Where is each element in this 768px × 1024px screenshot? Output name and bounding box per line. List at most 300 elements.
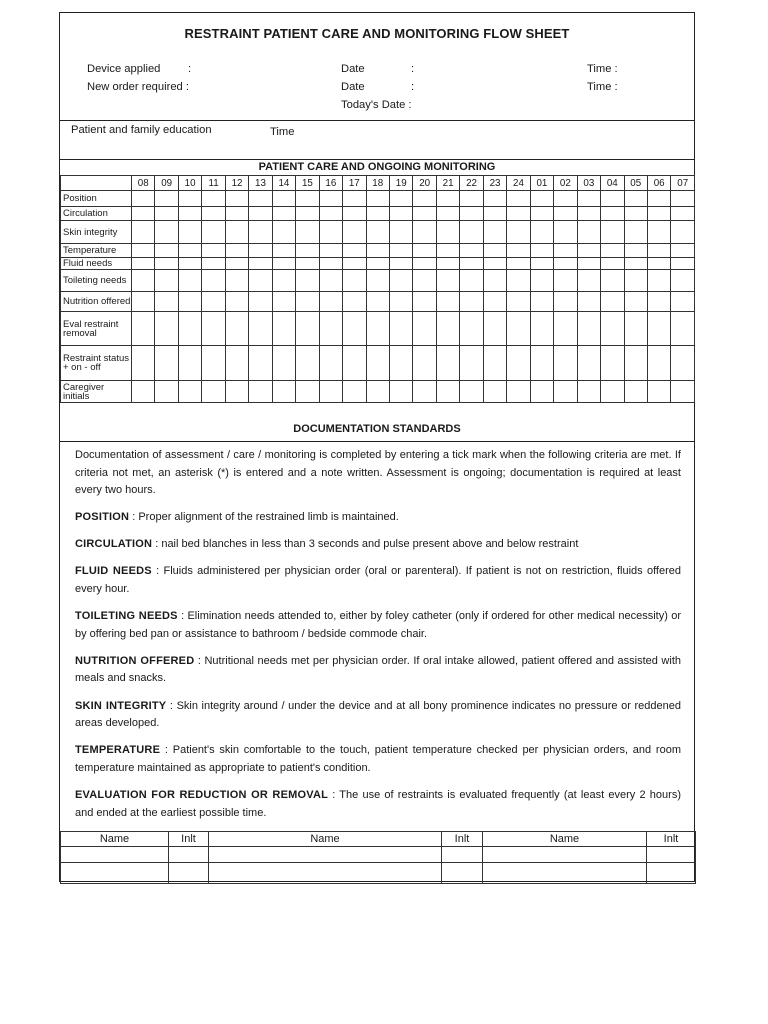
check-cell[interactable] bbox=[436, 191, 459, 207]
divider bbox=[60, 120, 694, 121]
check-cell[interactable] bbox=[225, 292, 248, 312]
check-cell[interactable] bbox=[272, 244, 295, 258]
check-cell[interactable] bbox=[296, 381, 319, 403]
check-cell[interactable] bbox=[460, 244, 483, 258]
check-cell[interactable] bbox=[483, 346, 506, 381]
row-label: Restraint status + on - off bbox=[61, 346, 132, 381]
check-cell[interactable] bbox=[601, 346, 624, 381]
check-cell[interactable] bbox=[530, 258, 553, 270]
sig-init-field[interactable] bbox=[169, 863, 209, 884]
hour-header: 03 bbox=[577, 176, 600, 191]
check-cell[interactable] bbox=[671, 244, 695, 258]
check-cell[interactable] bbox=[225, 258, 248, 270]
check-cell[interactable] bbox=[272, 292, 295, 312]
hour-header: 23 bbox=[483, 176, 506, 191]
check-cell[interactable] bbox=[601, 292, 624, 312]
check-cell[interactable] bbox=[366, 292, 389, 312]
check-cell[interactable] bbox=[530, 244, 553, 258]
check-cell[interactable] bbox=[155, 292, 178, 312]
check-cell[interactable] bbox=[671, 207, 695, 221]
sig-init-field[interactable] bbox=[169, 847, 209, 863]
check-cell[interactable] bbox=[389, 381, 412, 403]
check-cell[interactable] bbox=[530, 221, 553, 244]
check-cell[interactable] bbox=[178, 270, 201, 292]
check-cell[interactable] bbox=[225, 270, 248, 292]
sig-name-header: Name bbox=[61, 832, 169, 847]
check-cell[interactable] bbox=[671, 381, 695, 403]
check-cell[interactable] bbox=[132, 207, 155, 221]
check-cell[interactable] bbox=[389, 191, 412, 207]
check-cell[interactable] bbox=[366, 207, 389, 221]
check-cell[interactable] bbox=[483, 292, 506, 312]
check-cell[interactable] bbox=[202, 381, 225, 403]
check-cell[interactable] bbox=[296, 221, 319, 244]
check-cell[interactable] bbox=[647, 258, 670, 270]
hour-header: 08 bbox=[132, 176, 155, 191]
check-cell[interactable] bbox=[202, 221, 225, 244]
check-cell[interactable] bbox=[225, 221, 248, 244]
check-cell[interactable] bbox=[272, 312, 295, 346]
hour-header: 11 bbox=[202, 176, 225, 191]
check-cell[interactable] bbox=[249, 258, 272, 270]
check-cell[interactable] bbox=[460, 270, 483, 292]
standard-item bbox=[75, 742, 681, 777]
standard-term: CIRCULATION bbox=[75, 538, 153, 551]
check-cell[interactable] bbox=[155, 312, 178, 346]
check-cell[interactable] bbox=[249, 244, 272, 258]
check-cell[interactable] bbox=[460, 207, 483, 221]
check-cell[interactable] bbox=[483, 207, 506, 221]
check-cell[interactable] bbox=[296, 258, 319, 270]
sig-name-field[interactable] bbox=[209, 847, 442, 863]
device-applied-colon: : bbox=[188, 63, 192, 75]
check-cell[interactable] bbox=[507, 191, 530, 207]
check-cell[interactable] bbox=[507, 221, 530, 244]
check-cell[interactable] bbox=[202, 346, 225, 381]
check-cell[interactable] bbox=[601, 191, 624, 207]
check-cell[interactable] bbox=[671, 312, 695, 346]
check-cell[interactable] bbox=[249, 221, 272, 244]
check-cell[interactable] bbox=[624, 270, 647, 292]
signature-table bbox=[60, 831, 696, 884]
check-cell[interactable] bbox=[366, 244, 389, 258]
check-cell[interactable] bbox=[460, 381, 483, 403]
check-cell[interactable] bbox=[272, 191, 295, 207]
check-cell[interactable] bbox=[343, 221, 366, 244]
check-cell[interactable] bbox=[460, 191, 483, 207]
check-cell[interactable] bbox=[272, 207, 295, 221]
check-cell[interactable] bbox=[647, 244, 670, 258]
check-cell[interactable] bbox=[671, 292, 695, 312]
check-cell[interactable] bbox=[436, 207, 459, 221]
check-cell[interactable] bbox=[601, 244, 624, 258]
check-cell[interactable] bbox=[296, 207, 319, 221]
check-cell[interactable] bbox=[343, 312, 366, 346]
check-cell[interactable] bbox=[413, 346, 436, 381]
hour-header: 09 bbox=[155, 176, 178, 191]
check-cell[interactable] bbox=[296, 346, 319, 381]
sig-name-field[interactable] bbox=[61, 863, 169, 884]
check-cell[interactable] bbox=[413, 381, 436, 403]
check-cell[interactable] bbox=[296, 270, 319, 292]
check-cell[interactable] bbox=[507, 292, 530, 312]
check-cell[interactable] bbox=[343, 346, 366, 381]
check-cell[interactable] bbox=[319, 244, 342, 258]
standards-intro: Documentation of assessment / care / monitoring is completed by entering a tick mark when the following criteria are met. If criteria not met, an asterisk (*) is entered and a note written. Assessment is ongoing; documentation is required at least every two hours. bbox=[75, 449, 681, 497]
check-cell[interactable] bbox=[296, 244, 319, 258]
check-cell[interactable] bbox=[272, 381, 295, 403]
check-cell[interactable] bbox=[132, 270, 155, 292]
check-cell[interactable] bbox=[624, 381, 647, 403]
check-cell[interactable] bbox=[530, 292, 553, 312]
check-cell[interactable] bbox=[155, 381, 178, 403]
check-cell[interactable] bbox=[647, 207, 670, 221]
check-cell[interactable] bbox=[577, 221, 600, 244]
check-cell[interactable] bbox=[436, 258, 459, 270]
check-cell[interactable] bbox=[319, 191, 342, 207]
check-cell[interactable] bbox=[366, 381, 389, 403]
check-cell[interactable] bbox=[483, 381, 506, 403]
sig-init-field[interactable] bbox=[647, 847, 696, 863]
check-cell[interactable] bbox=[483, 312, 506, 346]
check-cell[interactable] bbox=[155, 191, 178, 207]
new-order-label: New order required : bbox=[87, 81, 189, 93]
check-cell[interactable] bbox=[389, 244, 412, 258]
check-cell[interactable] bbox=[601, 381, 624, 403]
check-cell[interactable] bbox=[554, 207, 577, 221]
grid-row bbox=[61, 346, 695, 381]
check-cell[interactable] bbox=[624, 221, 647, 244]
check-cell[interactable] bbox=[577, 346, 600, 381]
check-cell[interactable] bbox=[343, 381, 366, 403]
check-cell[interactable] bbox=[507, 244, 530, 258]
check-cell[interactable] bbox=[225, 191, 248, 207]
check-cell[interactable] bbox=[507, 312, 530, 346]
hour-header: 15 bbox=[296, 176, 319, 191]
check-cell[interactable] bbox=[413, 207, 436, 221]
standard-term: TEMPERATURE bbox=[75, 744, 161, 757]
date-colon-2: : bbox=[411, 81, 415, 93]
check-cell[interactable] bbox=[577, 244, 600, 258]
check-cell[interactable] bbox=[413, 270, 436, 292]
check-cell[interactable] bbox=[507, 346, 530, 381]
check-cell[interactable] bbox=[389, 221, 412, 244]
check-cell[interactable] bbox=[132, 258, 155, 270]
standard-text: : Elimination needs attended to, either by foley catheter (only if ordered for other medical necessity) or by offering bed pan or assistance to bathroom / bedside commode chair. bbox=[75, 610, 681, 640]
check-cell[interactable] bbox=[202, 312, 225, 346]
check-cell[interactable] bbox=[413, 258, 436, 270]
sig-init-header: Inlt bbox=[169, 832, 209, 847]
check-cell[interactable] bbox=[577, 191, 600, 207]
check-cell[interactable] bbox=[155, 270, 178, 292]
sig-init-field[interactable] bbox=[442, 847, 483, 863]
check-cell[interactable] bbox=[507, 270, 530, 292]
hour-header: 04 bbox=[601, 176, 624, 191]
check-cell[interactable] bbox=[132, 381, 155, 403]
check-cell[interactable] bbox=[554, 346, 577, 381]
standard-item bbox=[75, 787, 681, 822]
grid-row bbox=[61, 244, 695, 258]
row-label: Caregiver initials bbox=[61, 381, 132, 403]
check-cell[interactable] bbox=[296, 191, 319, 207]
check-cell[interactable] bbox=[132, 221, 155, 244]
check-cell[interactable] bbox=[389, 258, 412, 270]
check-cell[interactable] bbox=[319, 258, 342, 270]
check-cell[interactable] bbox=[178, 312, 201, 346]
check-cell[interactable] bbox=[389, 346, 412, 381]
sig-name-field[interactable] bbox=[483, 863, 647, 884]
grid-row bbox=[61, 292, 695, 312]
check-cell[interactable] bbox=[436, 381, 459, 403]
hour-header: 14 bbox=[272, 176, 295, 191]
check-cell[interactable] bbox=[647, 191, 670, 207]
check-cell[interactable] bbox=[647, 221, 670, 244]
check-cell[interactable] bbox=[319, 312, 342, 346]
standard-item bbox=[75, 509, 681, 527]
check-cell[interactable] bbox=[225, 312, 248, 346]
check-cell[interactable] bbox=[554, 381, 577, 403]
check-cell[interactable] bbox=[225, 207, 248, 221]
hour-header: 22 bbox=[460, 176, 483, 191]
check-cell[interactable] bbox=[671, 346, 695, 381]
check-cell[interactable] bbox=[389, 312, 412, 346]
check-cell[interactable] bbox=[647, 312, 670, 346]
check-cell[interactable] bbox=[671, 191, 695, 207]
check-cell[interactable] bbox=[343, 258, 366, 270]
check-cell[interactable] bbox=[178, 244, 201, 258]
check-cell[interactable] bbox=[577, 381, 600, 403]
check-cell[interactable] bbox=[319, 207, 342, 221]
check-cell[interactable] bbox=[413, 191, 436, 207]
check-cell[interactable] bbox=[343, 207, 366, 221]
check-cell[interactable] bbox=[389, 207, 412, 221]
check-cell[interactable] bbox=[225, 346, 248, 381]
hour-header: 10 bbox=[178, 176, 201, 191]
check-cell[interactable] bbox=[155, 221, 178, 244]
check-cell[interactable] bbox=[132, 244, 155, 258]
check-cell[interactable] bbox=[436, 270, 459, 292]
check-cell[interactable] bbox=[178, 381, 201, 403]
check-cell[interactable] bbox=[343, 244, 366, 258]
standard-text: : Fluids administered per physician order (oral or parenteral). If patient is not on restriction, fluids offered every hour. bbox=[75, 565, 681, 596]
check-cell[interactable] bbox=[554, 221, 577, 244]
check-cell[interactable] bbox=[366, 258, 389, 270]
check-cell[interactable] bbox=[272, 221, 295, 244]
check-cell[interactable] bbox=[624, 292, 647, 312]
check-cell[interactable] bbox=[225, 244, 248, 258]
check-cell[interactable] bbox=[554, 292, 577, 312]
check-cell[interactable] bbox=[413, 312, 436, 346]
check-cell[interactable] bbox=[343, 191, 366, 207]
check-cell[interactable] bbox=[249, 191, 272, 207]
check-cell[interactable] bbox=[483, 244, 506, 258]
check-cell[interactable] bbox=[436, 221, 459, 244]
check-cell[interactable] bbox=[577, 207, 600, 221]
check-cell[interactable] bbox=[366, 191, 389, 207]
check-cell[interactable] bbox=[530, 191, 553, 207]
check-cell[interactable] bbox=[366, 221, 389, 244]
check-cell[interactable] bbox=[319, 270, 342, 292]
check-cell[interactable] bbox=[577, 312, 600, 346]
check-cell[interactable] bbox=[319, 381, 342, 403]
sig-init-field[interactable] bbox=[647, 863, 696, 884]
check-cell[interactable] bbox=[436, 346, 459, 381]
check-cell[interactable] bbox=[647, 346, 670, 381]
check-cell[interactable] bbox=[624, 244, 647, 258]
hour-header: 05 bbox=[624, 176, 647, 191]
check-cell[interactable] bbox=[577, 270, 600, 292]
sig-name-field[interactable] bbox=[209, 863, 442, 884]
hour-header: 19 bbox=[389, 176, 412, 191]
check-cell[interactable] bbox=[601, 221, 624, 244]
check-cell[interactable] bbox=[178, 258, 201, 270]
check-cell[interactable] bbox=[647, 292, 670, 312]
check-cell[interactable] bbox=[202, 270, 225, 292]
check-cell[interactable] bbox=[601, 258, 624, 270]
check-cell[interactable] bbox=[343, 270, 366, 292]
check-cell[interactable] bbox=[366, 312, 389, 346]
check-cell[interactable] bbox=[202, 258, 225, 270]
hour-header: 24 bbox=[507, 176, 530, 191]
check-cell[interactable] bbox=[624, 312, 647, 346]
check-cell[interactable] bbox=[155, 207, 178, 221]
check-cell[interactable] bbox=[624, 191, 647, 207]
check-cell[interactable] bbox=[202, 292, 225, 312]
check-cell[interactable] bbox=[530, 270, 553, 292]
check-cell[interactable] bbox=[155, 346, 178, 381]
check-cell[interactable] bbox=[601, 312, 624, 346]
check-cell[interactable] bbox=[601, 207, 624, 221]
check-cell[interactable] bbox=[132, 312, 155, 346]
check-cell[interactable] bbox=[507, 258, 530, 270]
check-cell[interactable] bbox=[319, 221, 342, 244]
check-cell[interactable] bbox=[577, 292, 600, 312]
check-cell[interactable] bbox=[601, 270, 624, 292]
check-cell[interactable] bbox=[155, 258, 178, 270]
check-cell[interactable] bbox=[132, 346, 155, 381]
check-cell[interactable] bbox=[202, 207, 225, 221]
sig-name-header: Name bbox=[483, 832, 647, 847]
check-cell[interactable] bbox=[483, 221, 506, 244]
check-cell[interactable] bbox=[343, 292, 366, 312]
check-cell[interactable] bbox=[671, 258, 695, 270]
check-cell[interactable] bbox=[460, 312, 483, 346]
check-cell[interactable] bbox=[647, 381, 670, 403]
check-cell[interactable] bbox=[413, 292, 436, 312]
check-cell[interactable] bbox=[530, 207, 553, 221]
check-cell[interactable] bbox=[296, 312, 319, 346]
check-cell[interactable] bbox=[436, 292, 459, 312]
check-cell[interactable] bbox=[178, 292, 201, 312]
check-cell[interactable] bbox=[647, 270, 670, 292]
check-cell[interactable] bbox=[483, 191, 506, 207]
check-cell[interactable] bbox=[413, 244, 436, 258]
check-cell[interactable] bbox=[671, 221, 695, 244]
check-cell[interactable] bbox=[436, 312, 459, 346]
check-cell[interactable] bbox=[389, 292, 412, 312]
check-cell[interactable] bbox=[413, 221, 436, 244]
check-cell[interactable] bbox=[554, 191, 577, 207]
check-cell[interactable] bbox=[132, 191, 155, 207]
check-cell[interactable] bbox=[366, 270, 389, 292]
check-cell[interactable] bbox=[460, 346, 483, 381]
todays-date-label: Today's Date : bbox=[341, 99, 412, 111]
hour-header: 06 bbox=[647, 176, 670, 191]
check-cell[interactable] bbox=[249, 207, 272, 221]
check-cell[interactable] bbox=[460, 221, 483, 244]
check-cell[interactable] bbox=[460, 258, 483, 270]
education-label: Patient and family education bbox=[71, 124, 212, 136]
check-cell[interactable] bbox=[507, 381, 530, 403]
hour-header: 13 bbox=[249, 176, 272, 191]
standard-item bbox=[75, 653, 681, 688]
check-cell[interactable] bbox=[554, 258, 577, 270]
check-cell[interactable] bbox=[483, 258, 506, 270]
check-cell[interactable] bbox=[624, 258, 647, 270]
check-cell[interactable] bbox=[178, 221, 201, 244]
check-cell[interactable] bbox=[319, 292, 342, 312]
check-cell[interactable] bbox=[577, 258, 600, 270]
check-cell[interactable] bbox=[530, 312, 553, 346]
check-cell[interactable] bbox=[272, 346, 295, 381]
check-cell[interactable] bbox=[249, 270, 272, 292]
standard-term: FLUID NEEDS bbox=[75, 565, 152, 578]
check-cell[interactable] bbox=[272, 270, 295, 292]
check-cell[interactable] bbox=[202, 191, 225, 207]
check-cell[interactable] bbox=[178, 191, 201, 207]
check-cell[interactable] bbox=[507, 207, 530, 221]
check-cell[interactable] bbox=[296, 292, 319, 312]
sig-init-field[interactable] bbox=[442, 863, 483, 884]
sig-name-field[interactable] bbox=[61, 847, 169, 863]
standard-text: : Nutritional needs met per physician order. If oral intake allowed, patient offered and assisted with meals and snacks. bbox=[75, 654, 681, 685]
standard-text: : Skin integrity around / under the device and at all bony prominence indicates no pressure or reddened areas developed. bbox=[75, 699, 681, 730]
standard-item bbox=[75, 563, 681, 598]
check-cell[interactable] bbox=[624, 346, 647, 381]
check-cell[interactable] bbox=[272, 258, 295, 270]
check-cell[interactable] bbox=[671, 270, 695, 292]
check-cell[interactable] bbox=[249, 312, 272, 346]
check-cell[interactable] bbox=[554, 312, 577, 346]
monitoring-grid bbox=[60, 175, 695, 403]
check-cell[interactable] bbox=[530, 346, 553, 381]
hour-header: 02 bbox=[554, 176, 577, 191]
check-cell[interactable] bbox=[624, 207, 647, 221]
check-cell[interactable] bbox=[249, 381, 272, 403]
check-cell[interactable] bbox=[483, 270, 506, 292]
row-label: Fluid needs bbox=[61, 258, 132, 270]
check-cell[interactable] bbox=[178, 346, 201, 381]
sig-name-field[interactable] bbox=[483, 847, 647, 863]
check-cell[interactable] bbox=[178, 207, 201, 221]
check-cell[interactable] bbox=[202, 244, 225, 258]
check-cell[interactable] bbox=[530, 381, 553, 403]
check-cell[interactable] bbox=[366, 346, 389, 381]
check-cell[interactable] bbox=[155, 244, 178, 258]
check-cell[interactable] bbox=[249, 292, 272, 312]
check-cell[interactable] bbox=[225, 381, 248, 403]
check-cell[interactable] bbox=[389, 270, 412, 292]
check-cell[interactable] bbox=[319, 346, 342, 381]
check-cell[interactable] bbox=[436, 244, 459, 258]
check-cell[interactable] bbox=[132, 292, 155, 312]
check-cell[interactable] bbox=[554, 244, 577, 258]
check-cell[interactable] bbox=[249, 346, 272, 381]
check-cell[interactable] bbox=[460, 292, 483, 312]
check-cell[interactable] bbox=[554, 270, 577, 292]
standard-term: TOILETING NEEDS bbox=[75, 610, 178, 623]
standard-text: : nail bed blanches in less than 3 seconds and pulse present above and below restraint bbox=[152, 538, 579, 551]
